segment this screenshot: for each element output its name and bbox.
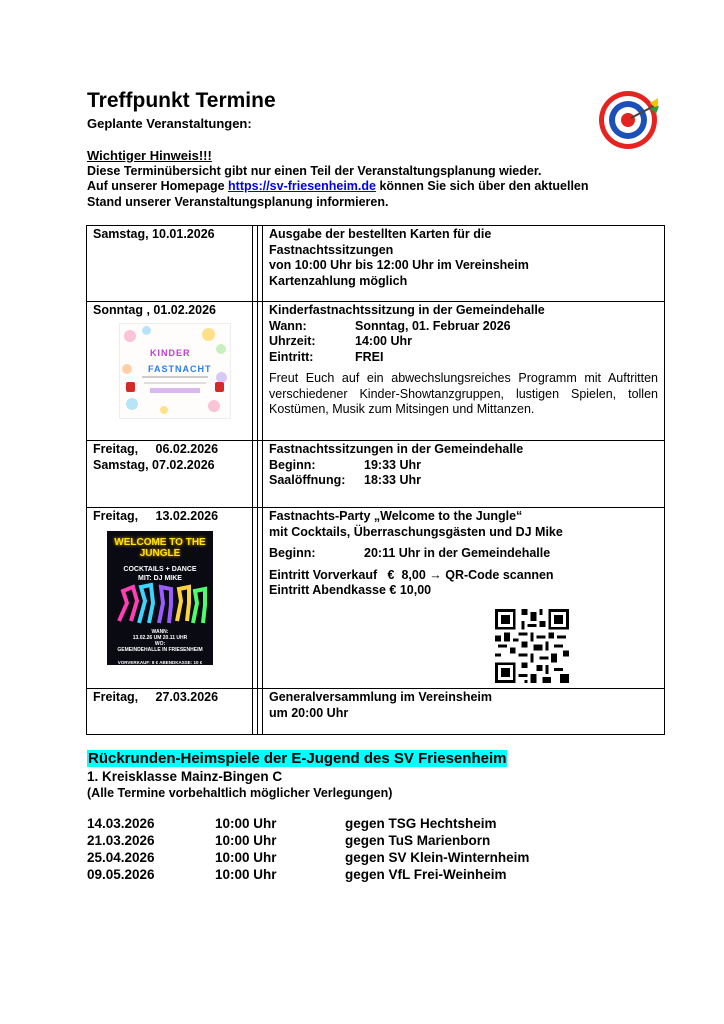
flyer-sub1: COCKTAILS + DANCE [123, 565, 197, 573]
event-line: Fastnachtssitzungen [269, 242, 394, 257]
label: Uhrzeit: [269, 334, 316, 348]
game-row [87, 816, 497, 831]
value: 14:00 Uhr [355, 334, 412, 348]
event-line: Ausgabe der bestellten Karten für die [269, 227, 492, 241]
event-admission [269, 350, 658, 366]
flyer-title: WELCOME TO THE JUNGLE [114, 536, 206, 559]
game-row [87, 833, 490, 848]
event-date-cell [87, 441, 253, 508]
homepage-link[interactable]: https://sv-friesenheim.de [228, 179, 376, 193]
event-date-cell [87, 508, 253, 689]
flyer-word1: KINDER [150, 347, 191, 358]
event-line: Generalversammlung im Vereinsheim [269, 690, 493, 704]
label: Beginn: [269, 457, 316, 472]
event-details [263, 441, 665, 508]
game-row [87, 867, 507, 882]
value: 20:11 Uhr in der Gemeindehalle [364, 546, 551, 560]
flyer-prices: VORVERKAUF: 8 € ABENDKASSE: 10 € [117, 659, 203, 665]
event-date: Samstag, 07.02.2026 [93, 457, 215, 472]
flyer-when: 13.02.26 UM 20.11 UHR [132, 634, 188, 641]
event-time [269, 334, 658, 350]
value: 18:33 Uhr [364, 473, 421, 487]
value: FREI [355, 349, 384, 364]
event-description: Freut Euch auf ein abwechslungsreiches Programm mit Auftritten verschiedener Kinder-Showtanzgruppen, lustigen Spielen, tollen Kostümen, Musik zum Mitsingen und Mittanzen. [269, 371, 658, 416]
notice-line2-before: Auf unserer Homepage [87, 179, 229, 193]
event-title: Fastnachtssitzungen in der Gemeindehalle [269, 442, 524, 456]
label: Eintritt: [269, 349, 314, 364]
page-title: Treffpunkt Termine [87, 89, 276, 112]
dartboard-logo [598, 88, 660, 150]
event-row [87, 508, 665, 689]
flyer-wo: WO: [154, 640, 166, 647]
event-details [263, 226, 665, 302]
dancers-graphic [111, 581, 209, 625]
game-time: 10:00 Uhr [215, 833, 277, 848]
game-time: 10:00 Uhr [215, 850, 277, 865]
event-date: Freitag, 27.03.2026 [87, 689, 253, 735]
game-opponent: gegen VfL Frei-Weinheim [345, 867, 507, 882]
event-details [263, 508, 665, 689]
league-name: 1. Kreisklasse Mainz-Bingen C [87, 769, 283, 784]
event-date: Sonntag , 01.02.2026 [93, 303, 216, 317]
game-opponent: gegen TuS Marienborn [345, 833, 491, 848]
events-table [86, 225, 665, 735]
game-date: 25.04.2026 [87, 850, 155, 865]
event-date: Freitag, 13.02.2026 [93, 509, 219, 523]
presale-price: Eintritt Vorverkauf € 8,00 → QR-Code scannen [269, 567, 554, 582]
event-doors [269, 473, 658, 489]
event-line: Kartenzahlung möglich [269, 273, 408, 288]
flyer-wann: WANN: [151, 628, 169, 635]
event-when [269, 319, 658, 335]
game-date: 21.03.2026 [87, 833, 155, 848]
event-date: Samstag, 10.01.2026 [87, 226, 253, 302]
event-row [87, 441, 665, 508]
flyer-word2: FASTNACHT [148, 363, 212, 374]
kinderfastnacht-flyer [119, 323, 231, 419]
jungle-party-flyer [107, 531, 213, 665]
game-opponent: gegen TSG Hechtsheim [345, 816, 497, 831]
event-line: um 20:00 Uhr [269, 705, 349, 720]
game-time: 10:00 Uhr [215, 816, 277, 831]
label: Beginn: [269, 546, 316, 560]
value: Sonntag, 01. Februar 2026 [355, 318, 511, 333]
notice-line1: Diese Terminübersicht gibt nur einen Teil der Veranstaltungsplanung wieder. [87, 163, 542, 178]
event-start [269, 458, 658, 474]
flyer-where: GEMEINDEHALLE IN FRIESENHEIM [117, 646, 203, 653]
game-date: 09.05.2026 [87, 867, 155, 882]
game-opponent: gegen SV Klein-Winternheim [345, 850, 530, 865]
event-start [269, 546, 658, 562]
schedule-note: (Alle Termine vorbehaltlich möglicher Verlegungen) [87, 786, 393, 800]
value: 19:33 Uhr [364, 457, 421, 472]
qr-code-icon[interactable] [495, 609, 569, 683]
event-row [87, 226, 665, 302]
notice-line2-after: können Sie sich über den aktuellen [375, 179, 589, 193]
event-details [263, 302, 665, 441]
game-date: 14.03.2026 [87, 816, 155, 831]
box-office-price: Eintritt Abendkasse € 10,00 [269, 583, 432, 597]
event-title: mit Cocktails, Überraschungsgästen und DJ Mike [269, 524, 563, 539]
event-title: Kinderfastnachtssitzung in der Gemeindehalle [269, 303, 545, 317]
event-details [263, 689, 665, 735]
event-date: Freitag, 06.02.2026 [93, 442, 219, 456]
label: Wann: [269, 318, 307, 333]
flyer-sub2: MIT: DJ MIKE [138, 574, 182, 582]
notice-line2 [87, 179, 647, 195]
game-time: 10:00 Uhr [215, 867, 277, 882]
event-row [87, 302, 665, 441]
notice-heading: Wichtiger Hinweis!!! [87, 148, 212, 163]
event-line: von 10:00 Uhr bis 12:00 Uhr im Vereinsheim [269, 258, 529, 272]
event-title: Fastnachts-Party „Welcome to the Jungle“ [269, 509, 523, 523]
event-date-cell [87, 302, 253, 441]
game-row [87, 850, 529, 865]
label: Saalöffnung: [269, 473, 346, 487]
page-subtitle: Geplante Veranstaltungen: [87, 116, 252, 131]
ejugend-heading: Rückrunden-Heimspiele der E-Jugend des SV Friesenheim [88, 750, 507, 767]
notice-block [87, 148, 647, 210]
notice-line3: Stand unserer Veranstaltungsplanung informieren. [87, 194, 389, 209]
event-row [87, 689, 665, 735]
